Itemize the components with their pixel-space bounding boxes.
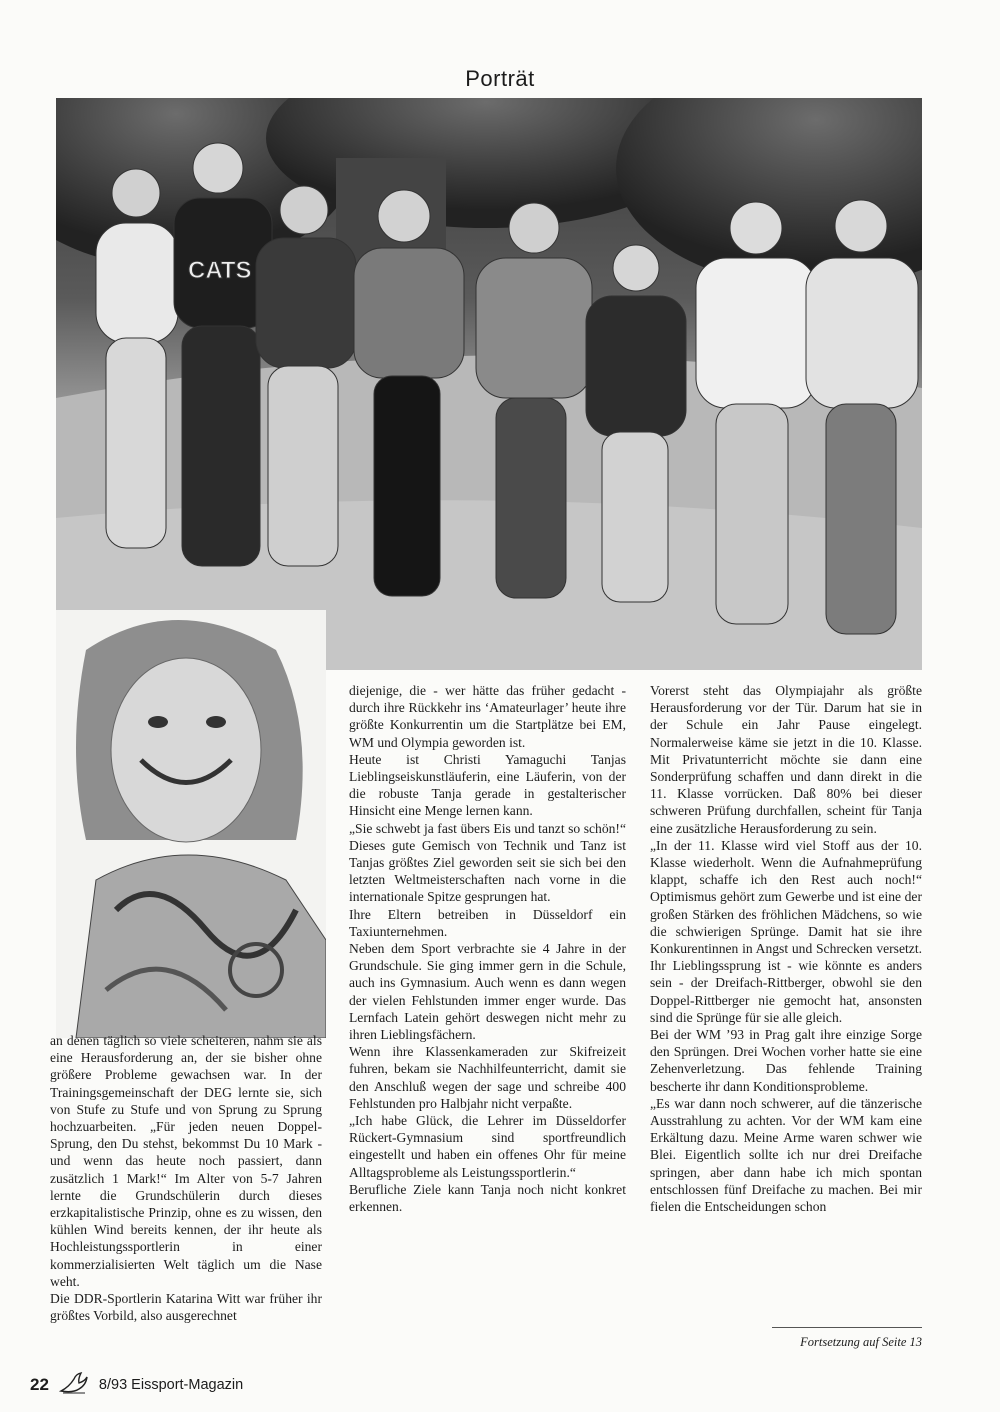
paragraph: „Es war dann noch schwerer, auf die tänzerische Ausstrahlung zu achten. Vor der WM kam eine Erkältung dazu. Meine Arme waren schwer wie Blei. Eigentlich sollte ich nur drei Dreifache springen, aber dann habe ich mich spontan entschlossen fünf Dreifache zu machen. Bei mir fielen die Entscheidungen schon (650, 1095, 922, 1215)
paragraph: Vorerst steht das Olympiajahr als größte Herausforderung vor der Tür. Darum hat sie in der Schule ein Jahr Pause eingelegt. Normalerweise käme sie jetzt in die 10. Klasse. Mit Privatunterricht möchte sie dann eine Sonderprüfung schaffen und dann direkt in die 11. Klasse vorrücken. Daß 80% bei dieser schweren Prüfung durchfallen, scheint für Tanja eine zusätzliche Herausforderung zu sein. (650, 683, 922, 836)
page-footer (30, 1372, 243, 1398)
page-number: 22 (30, 1375, 49, 1394)
paragraph: „Ich habe Glück, die Lehrer im Düsseldorfer Rückert-Gymnasium sind sportfreundlich eingestellt und haben ein offenes Ohr für meine Alltagsprobleme als Leistungssportlerin.“ (349, 1113, 626, 1180)
portrait-photo (56, 610, 326, 1038)
paragraph: Die DDR-Sportlerin Katarina Witt war früher ihr größtes Vorbild, also ausgerechnet (50, 1291, 322, 1324)
paragraph: Neben dem Sport verbrachte sie 4 Jahre in der Grundschule. Sie ging immer gern in die Schule, auch ins Gymnasium. Auch wenn es dann wegen der vielen Fehlstunden immer enger wurde. Das Lernfach Latein gehört deswegen nicht mehr zu ihren Lieblingsfächern. (349, 941, 626, 1043)
paragraph: Ihre Eltern betreiben in Düsseldorf ein Taxiunternehmen. (349, 906, 626, 939)
portrait-photo-image (56, 610, 326, 1038)
section-title: Porträt (465, 66, 535, 91)
continuation-note: Fortsetzung auf Seite 13 (800, 1335, 922, 1349)
group-photo (56, 98, 922, 670)
group-photo-image (56, 98, 922, 670)
magazine-title: 8/93 Eissport-Magazin (98, 1377, 244, 1393)
paragraph: an denen täglich so viele scheiteren, nahm sie als eine Herausforderung an, der sie bisher ohne größere Probleme gewachsen war. In der Trainingsgemeinschaft der DEG lernte sie, sich von Stufe zu Stufe und von Sprung zu Sprung hochzuarbeiten. „Für jeden neuen Doppel-Sprung, den Du stehst, bekommst Du 10 Mark - und wenn das heute noch passiert, dann zusätzlich 1 Mark!“ Im Alter von 5-7 Jahren lernte die Grundschülerin durch dieses erzkapitalistische Prinzip, ohne es zu wissen, den kühlen Wind bereits kennen, der ihr heute als Hochleistungssportlerin in einer kommerzialisierten Welt täglich um die Nase weht. (50, 1033, 322, 1289)
continuation-rule (772, 1327, 922, 1328)
article-column-middle (349, 682, 626, 1215)
paragraph: „In der 11. Klasse wird viel Stoff aus der 10. Klasse wiederholt. Wenn die Aufnahmeprüfung klappt, schaffe ich den Rest auch noch!“ Optimismus gehört zum Gewerbe und ist eine der großen Stärken des fröhlichen Mädchens, so wie die schwierigen Sprünge. Damit hat sie ihre Konkurentinnen in Angst und Schrecken versetzt. Ihr Lieblingssprung ist - wie könnte es anders sein - der Dreifach-Rittberger, obwohl sie den Doppel-Rittberger nie gemocht hat, ansonsten sind die Sprünge für sie alle gleich. (650, 837, 922, 1025)
bird-logo-icon (59, 1371, 89, 1399)
paragraph: diejenige, die - wer hätte das früher gedacht - durch ihre Rückkehr ins ‘Amateurlager’ heute ihre größte Konkurrentin um die Startplätze bei EM, WM und Olympia geworden ist. (349, 683, 626, 750)
shirt-text: CATS (188, 257, 252, 284)
paragraph: Heute ist Christi Yamaguchi Tanjas Lieblingseiskunstläuferin, eine Läuferin, von der die robuste Tanja gerade in gestalterischer Hinsicht eine Menge lernen kann. (349, 751, 626, 819)
article-column-right (650, 682, 922, 1215)
paragraph: Wenn ihre Klassenkameraden zur Skifreizeit fuhren, bekam sie Nachhilfeunterricht, damit sie den Anschluß wegen der sage und schreibe 400 Fehlstunden pro Halbjahr nicht verpaßte. (349, 1044, 626, 1111)
paragraph: Bei der WM ’93 in Prag galt ihre einzige Sorge den Sprüngen. Drei Wochen vorher hatte sie eine Zehenverletzung. Das fehlende Training bescherte ihr dann Konditionsprobleme. (650, 1027, 922, 1094)
paragraph: Berufliche Ziele kann Tanja noch nicht konkret erkennen. (349, 1181, 626, 1215)
paragraph: „Sie schwebt ja fast übers Eis und tanzt so schön!“ Dieses gute Gemisch von Technik und Tanz ist Tanjas größtes Ziel geworden seit sie sich bei den letzten Weltmeisterschaften nach vorne in die internationale Spitze gesprungen hat. (349, 820, 626, 905)
article-column-left (50, 1032, 322, 1324)
